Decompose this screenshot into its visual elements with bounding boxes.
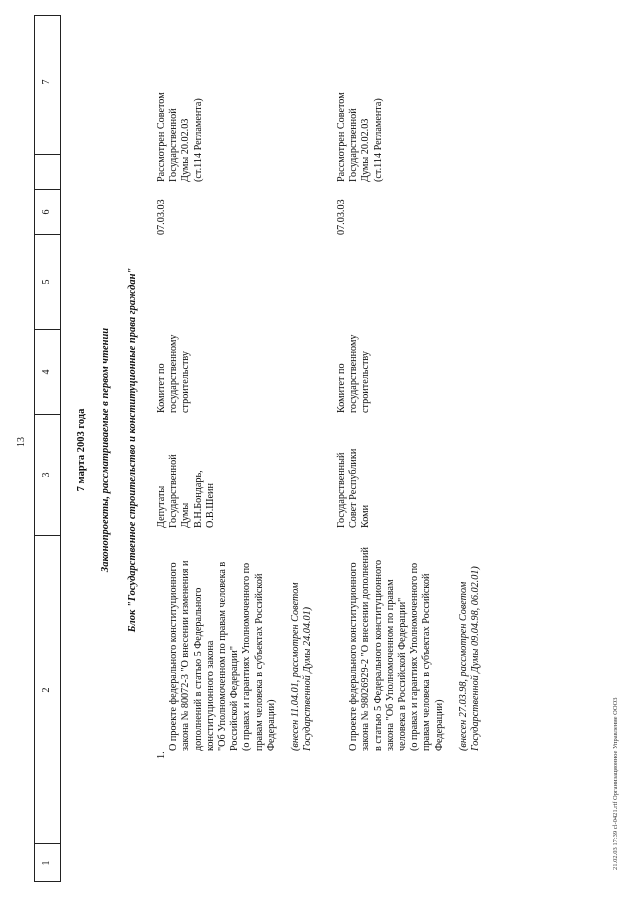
row-note: (внесен 11.04.01, рассмотрен Советом Государственной Думы 24.04.01) (290, 582, 314, 751)
column-header: 6 (41, 209, 52, 215)
row-date: 07.03.03 (156, 199, 167, 235)
column-header: 4 (41, 369, 52, 375)
subtitle: Законопроекты, рассматриваемые в первом чтении (100, 327, 111, 573)
column-header: 7 (41, 79, 52, 85)
block-title: Блок "Государственное строительство и конституционные права граждан" (127, 267, 138, 633)
header-sep (34, 535, 61, 536)
row-note: (внесен 27.03.98, рассмотрен Советом Государственной Думы 09.04.98, 06.02.01) (458, 566, 482, 751)
row-author: Государственный Совет Республики Коми (336, 448, 372, 528)
header-sep (34, 234, 61, 235)
header-sep (34, 843, 61, 844)
header-top-line (34, 16, 35, 882)
row-title-text: О проекте федерального конституционного закона № 80072-3 "О внесении изменения и дополнений в статью 5 Федерального конституционного закона "Об Уполномоченном по правам человека в Российской Федерации" (о правах и гарантиях Уполномоченного по правам человека в субъектах Российской Федерации) (168, 560, 277, 751)
header-sep (34, 189, 61, 190)
header-bottom-line (60, 16, 61, 882)
header-sep (34, 154, 61, 155)
column-header: 2 (41, 687, 52, 693)
header-sep (34, 329, 61, 330)
row-number: 1. (156, 751, 167, 759)
row-committee: Комитет по государственному строительству (156, 334, 192, 413)
header-right-line (34, 15, 61, 16)
row-date: 07.03.03 (336, 199, 347, 235)
header-left-line (34, 881, 61, 882)
page-number: 13 (16, 437, 27, 447)
date-heading: 7 марта 2003 года (76, 408, 87, 492)
footer-note: 21.02.03 17:39 cl-0421.rtf Организационное Управление ООО3 (612, 697, 619, 870)
row-title-text: О проекте федерального конституционного закона № 98026929-2 "О внесении дополнений в статью 5 Федерального конституционного закона "Об Уполномоченном по правам человека в Российской Федерации" (о правах и гарантиях Уполномоченного по правам человека в субъектах Российской Федерации) (348, 547, 445, 751)
row-committee: Комитет по государственному строительству (336, 334, 372, 413)
row-title (156, 541, 315, 751)
row-title (336, 541, 482, 751)
header-sep (34, 414, 61, 415)
row-author: Депутаты Государственной Думы В.Н.Бондарь, О.В.Шеин (156, 454, 216, 528)
row-status: Рассмотрен Советом Государственной Думы 20.02.03 (ст.114 Регламента) (156, 92, 204, 182)
column-header: 5 (41, 279, 52, 285)
row-status: Рассмотрен Советом Государственной Думы 20.02.03 (ст.114 Регламента) (336, 92, 384, 182)
column-header: 1 (41, 860, 52, 866)
column-header: 3 (41, 472, 52, 478)
